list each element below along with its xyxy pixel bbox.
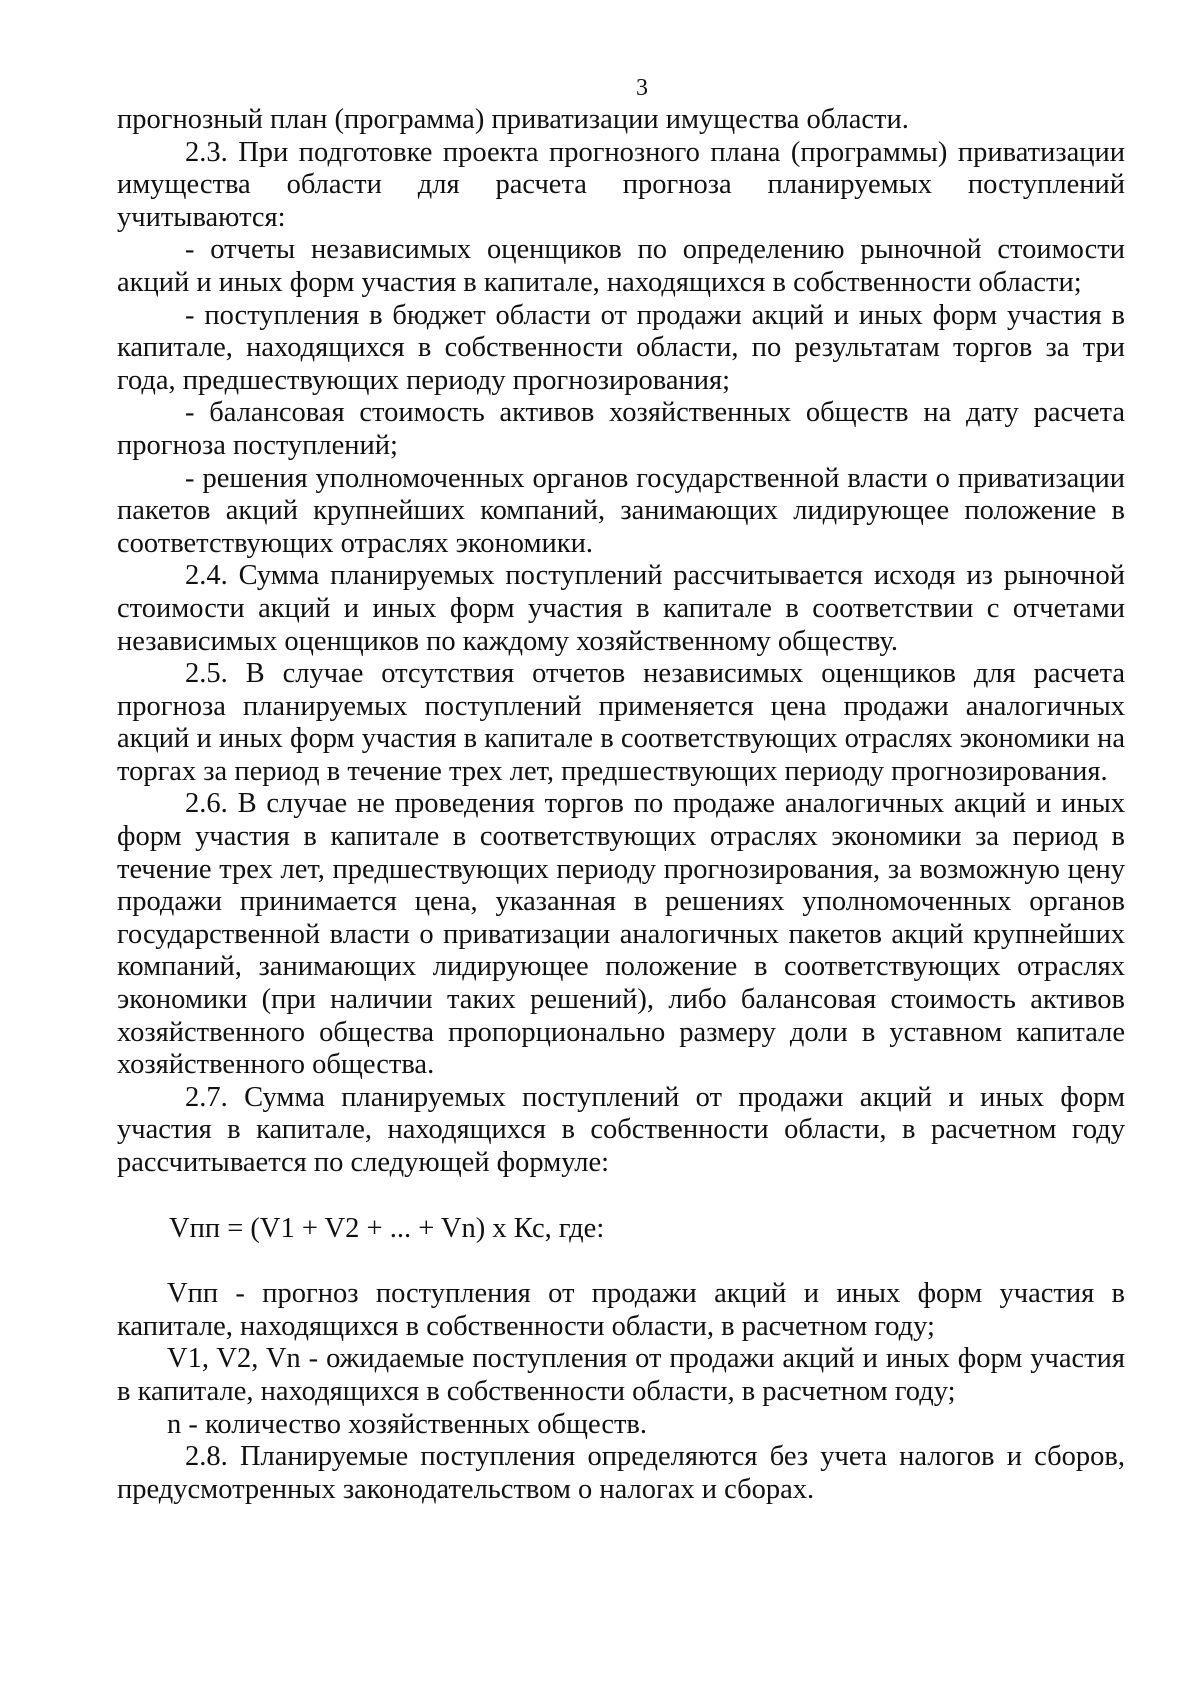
paragraph-2-6: 2.6. В случае не проведения торгов по продаже аналогичных акций и иных форм участия в капитале в соответствующих отраслях экономики за период в течение трех лет, предшествующих периоду прогнозирования, за возможную цену продажи принимается цена, указанная в решениях уполномоченных органов государственной власти о приватизации аналогичных пакетов акций крупнейших компаний, занимающих лидирующее положение в соответствующих отраслях экономики (при наличии таких решений), либо балансовая стоимость активов хозяйственного общества пропорционально размеру доли в уставном капитале хозяйственного общества. xyxy=(117,788,1125,1081)
list-item-appraiser-reports: - отчеты независимых оценщиков по определению рыночной стоимости акций и иных форм участия в капитале, находящихся в собственности области; xyxy=(117,234,1125,298)
list-item-book-value: - балансовая стоимость активов хозяйственных обществ на дату расчета прогноза поступлений; xyxy=(117,397,1125,461)
paragraph-2-7: 2.7. Сумма планируемых поступлений от продажи акций и иных форм участия в капитале, находящихся в собственности области, в расчетном году рассчитывается по следующей формуле: xyxy=(117,1081,1125,1178)
paragraph-continuation: прогнозный план (программа) приватизации имущества области. xyxy=(117,104,909,135)
paragraph-2-4: 2.4. Сумма планируемых поступлений рассчитывается исходя из рыночной стоимости акций и иных форм участия в капитале в соответствии с отчетами независимых оценщиков по каждому хозяйственному обществу. xyxy=(117,560,1125,657)
paragraph-2-3: 2.3. При подготовке проекта прогнозного плана (программы) приватизации имущества области для расчета прогноза планируемых поступлений учитываются: xyxy=(117,136,1125,233)
formula-definition-vpp: Vпп - прогноз поступления от продажи акций и иных форм участия в капитале, находящихся в собственности области, в расчетном году; xyxy=(117,1278,1125,1342)
page-number: 3 xyxy=(636,75,648,101)
list-item-budget-receipts: - поступления в бюджет области от продажи акций и иных форм участия в капитале, находящихся в собственности области, по результатам торгов за три года, предшествующих периоду прогнозирования; xyxy=(117,299,1125,396)
formula: Vпп = (V1 + V2 + ... + Vn) x Кс, где: xyxy=(169,1212,605,1244)
formula-definition-v1-vn: V1, V2, Vn - ожидаемые поступления от продажи акций и иных форм участия в капитале, находящихся в собственности области, в расчетном году; xyxy=(117,1343,1125,1407)
paragraph-2-5: 2.5. В случае отсутствия отчетов независимых оценщиков для расчета прогноза планируемых поступлений применяется цена продажи аналогичных акций и иных форм участия в капитале в соответствующих отраслях экономики на торгах за период в течение трех лет, предшествующих периоду прогнозирования. xyxy=(117,658,1125,787)
document-body xyxy=(117,104,1125,1506)
formula-definition-n: n - количество хозяйственных обществ. xyxy=(167,1408,648,1440)
list-item-authority-decisions: - решения уполномоченных органов государственной власти о приватизации пакетов акций крупнейших компаний, занимающих лидирующее положение в соответствующих отраслях экономики. xyxy=(117,462,1125,559)
paragraph-2-8: 2.8. Планируемые поступления определяются без учета налогов и сборов, предусмотренных законодательством о налогах и сборах. xyxy=(117,1441,1125,1505)
